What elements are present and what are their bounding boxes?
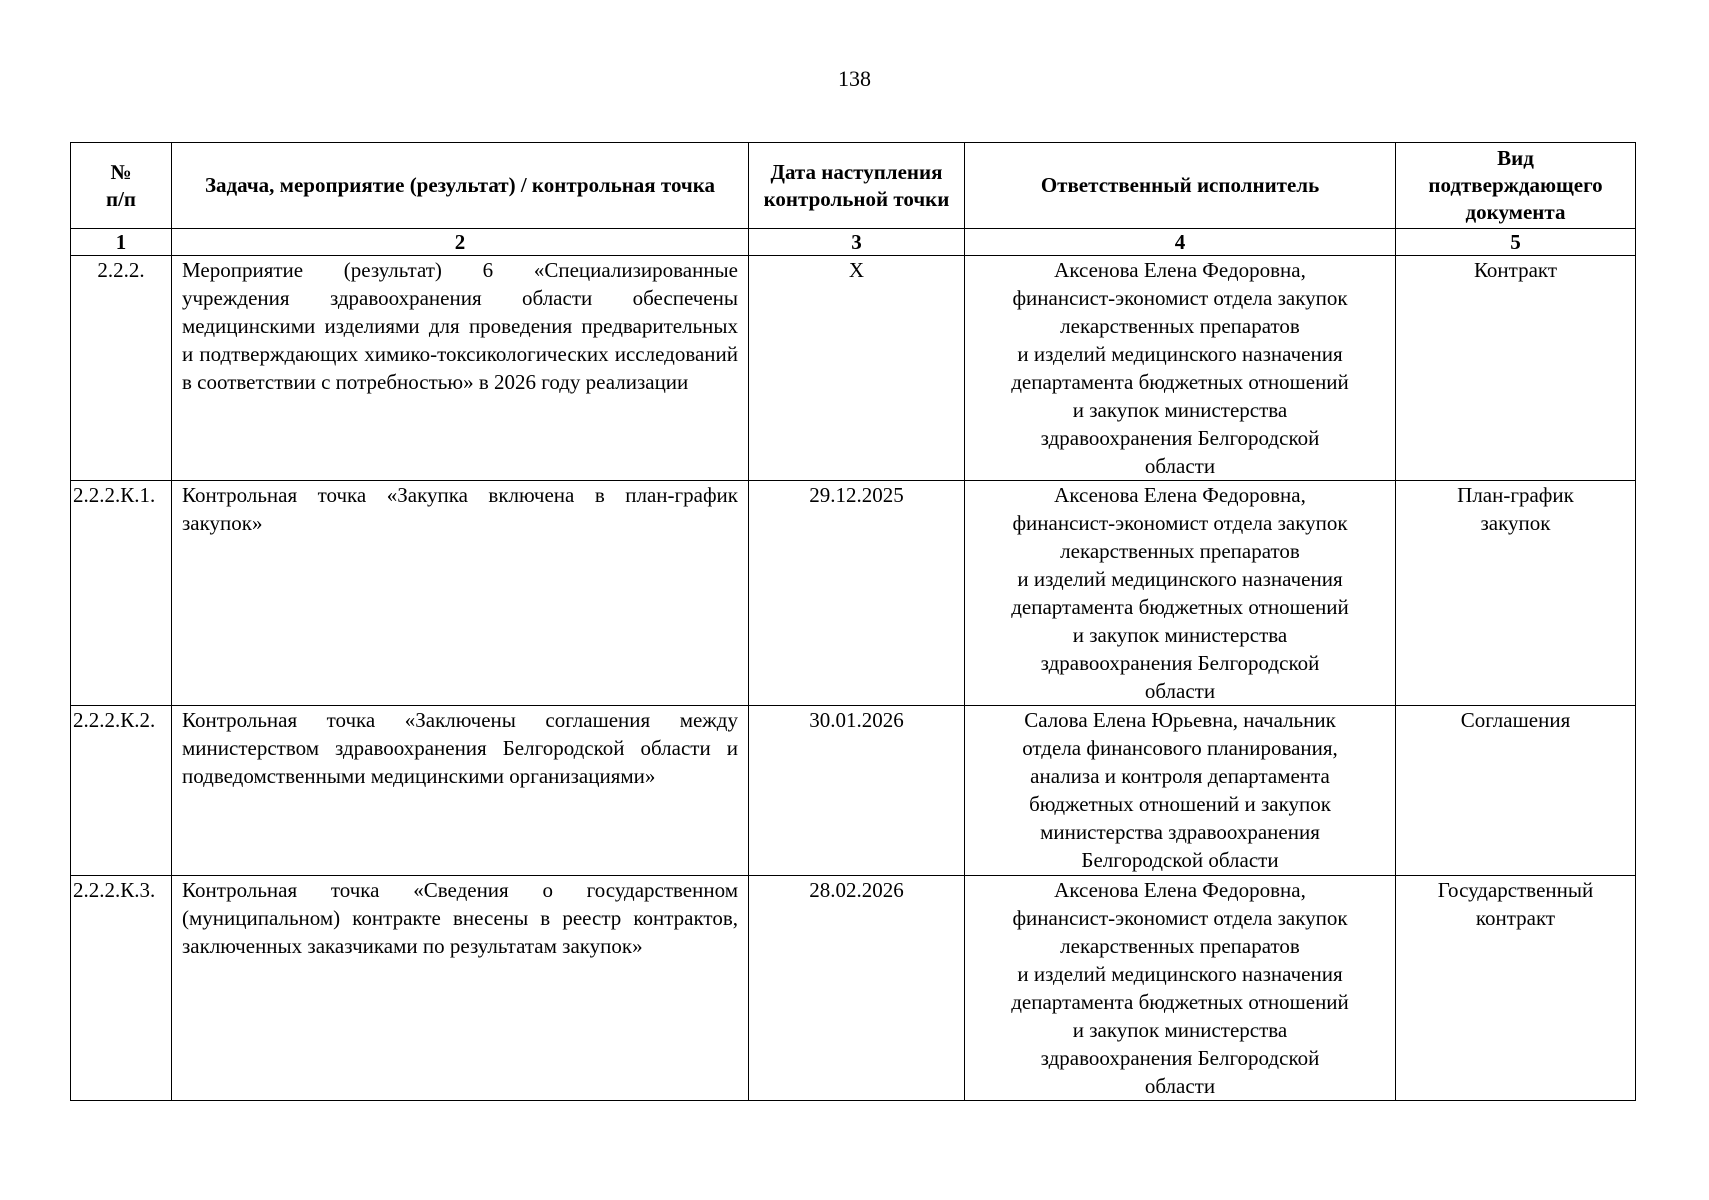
- row-id: 2.2.2.: [71, 256, 172, 481]
- row-date: 28.02.2026: [749, 876, 965, 1101]
- row-task: Контрольная точка «Заключены соглашения между министерством здравоохранения Белгородской области и подведомственными медицинскими организациями»: [172, 706, 749, 876]
- header-document: Вид подтверждающего документа: [1396, 143, 1636, 229]
- row-responsible: Аксенова Елена Федоровна, финансист-экономист отдела закупок лекарственных препаратов и изделий медицинского назначения департамента бюджетных отношений и закупок министерства здравоохранения Белгородской области: [965, 481, 1396, 706]
- column-number: 5: [1396, 229, 1636, 256]
- row-date: 29.12.2025: [749, 481, 965, 706]
- table-row: [71, 256, 1636, 481]
- row-document: Соглашения: [1396, 706, 1636, 876]
- row-id: 2.2.2.К.2.: [71, 706, 172, 876]
- control-points-table: [70, 142, 1636, 1101]
- header-responsible: Ответственный исполнитель: [965, 143, 1396, 229]
- row-task: Мероприятие (результат) 6 «Специализированные учреждения здравоохранения области обеспечены медицинскими изделиями для проведения предварительных и подтверждающих химико-токсикологических исследований в соответствии с потребностью» в 2026 году реализации: [172, 256, 749, 481]
- row-task: Контрольная точка «Закупка включена в план-график закупок»: [172, 481, 749, 706]
- header-task: Задача, мероприятие (результат) / контрольная точка: [172, 143, 749, 229]
- row-responsible: Салова Елена Юрьевна, начальник отдела финансового планирования, анализа и контроля департамента бюджетных отношений и закупок министерства здравоохранения Белгородской области: [965, 706, 1396, 876]
- table-header-row: [71, 143, 1636, 229]
- table-row: [71, 481, 1636, 706]
- header-date: Дата наступления контрольной точки: [749, 143, 965, 229]
- row-document: Контракт: [1396, 256, 1636, 481]
- row-date: Х: [749, 256, 965, 481]
- column-numbers-row: [71, 229, 1636, 256]
- column-number: 2: [172, 229, 749, 256]
- column-number: 4: [965, 229, 1396, 256]
- column-number: 1: [71, 229, 172, 256]
- row-responsible: Аксенова Елена Федоровна, финансист-экономист отдела закупок лекарственных препаратов и изделий медицинского назначения департамента бюджетных отношений и закупок министерства здравоохранения Белгородской области: [965, 876, 1396, 1101]
- row-task: Контрольная точка «Сведения о государственном (муниципальном) контракте внесены в реестр контрактов, заключенных заказчиками по результатам закупок»: [172, 876, 749, 1101]
- row-date: 30.01.2026: [749, 706, 965, 876]
- row-document: План-график закупок: [1396, 481, 1636, 706]
- row-id: 2.2.2.К.1.: [71, 481, 172, 706]
- column-number: 3: [749, 229, 965, 256]
- row-document: Государственный контракт: [1396, 876, 1636, 1101]
- table-row: [71, 706, 1636, 876]
- row-responsible: Аксенова Елена Федоровна, финансист-экономист отдела закупок лекарственных препаратов и изделий медицинского назначения департамента бюджетных отношений и закупок министерства здравоохранения Белгородской области: [965, 256, 1396, 481]
- table-row: [71, 876, 1636, 1101]
- page-number: 138: [838, 66, 871, 91]
- header-number: № п/п: [71, 143, 172, 229]
- row-id: 2.2.2.К.3.: [71, 876, 172, 1101]
